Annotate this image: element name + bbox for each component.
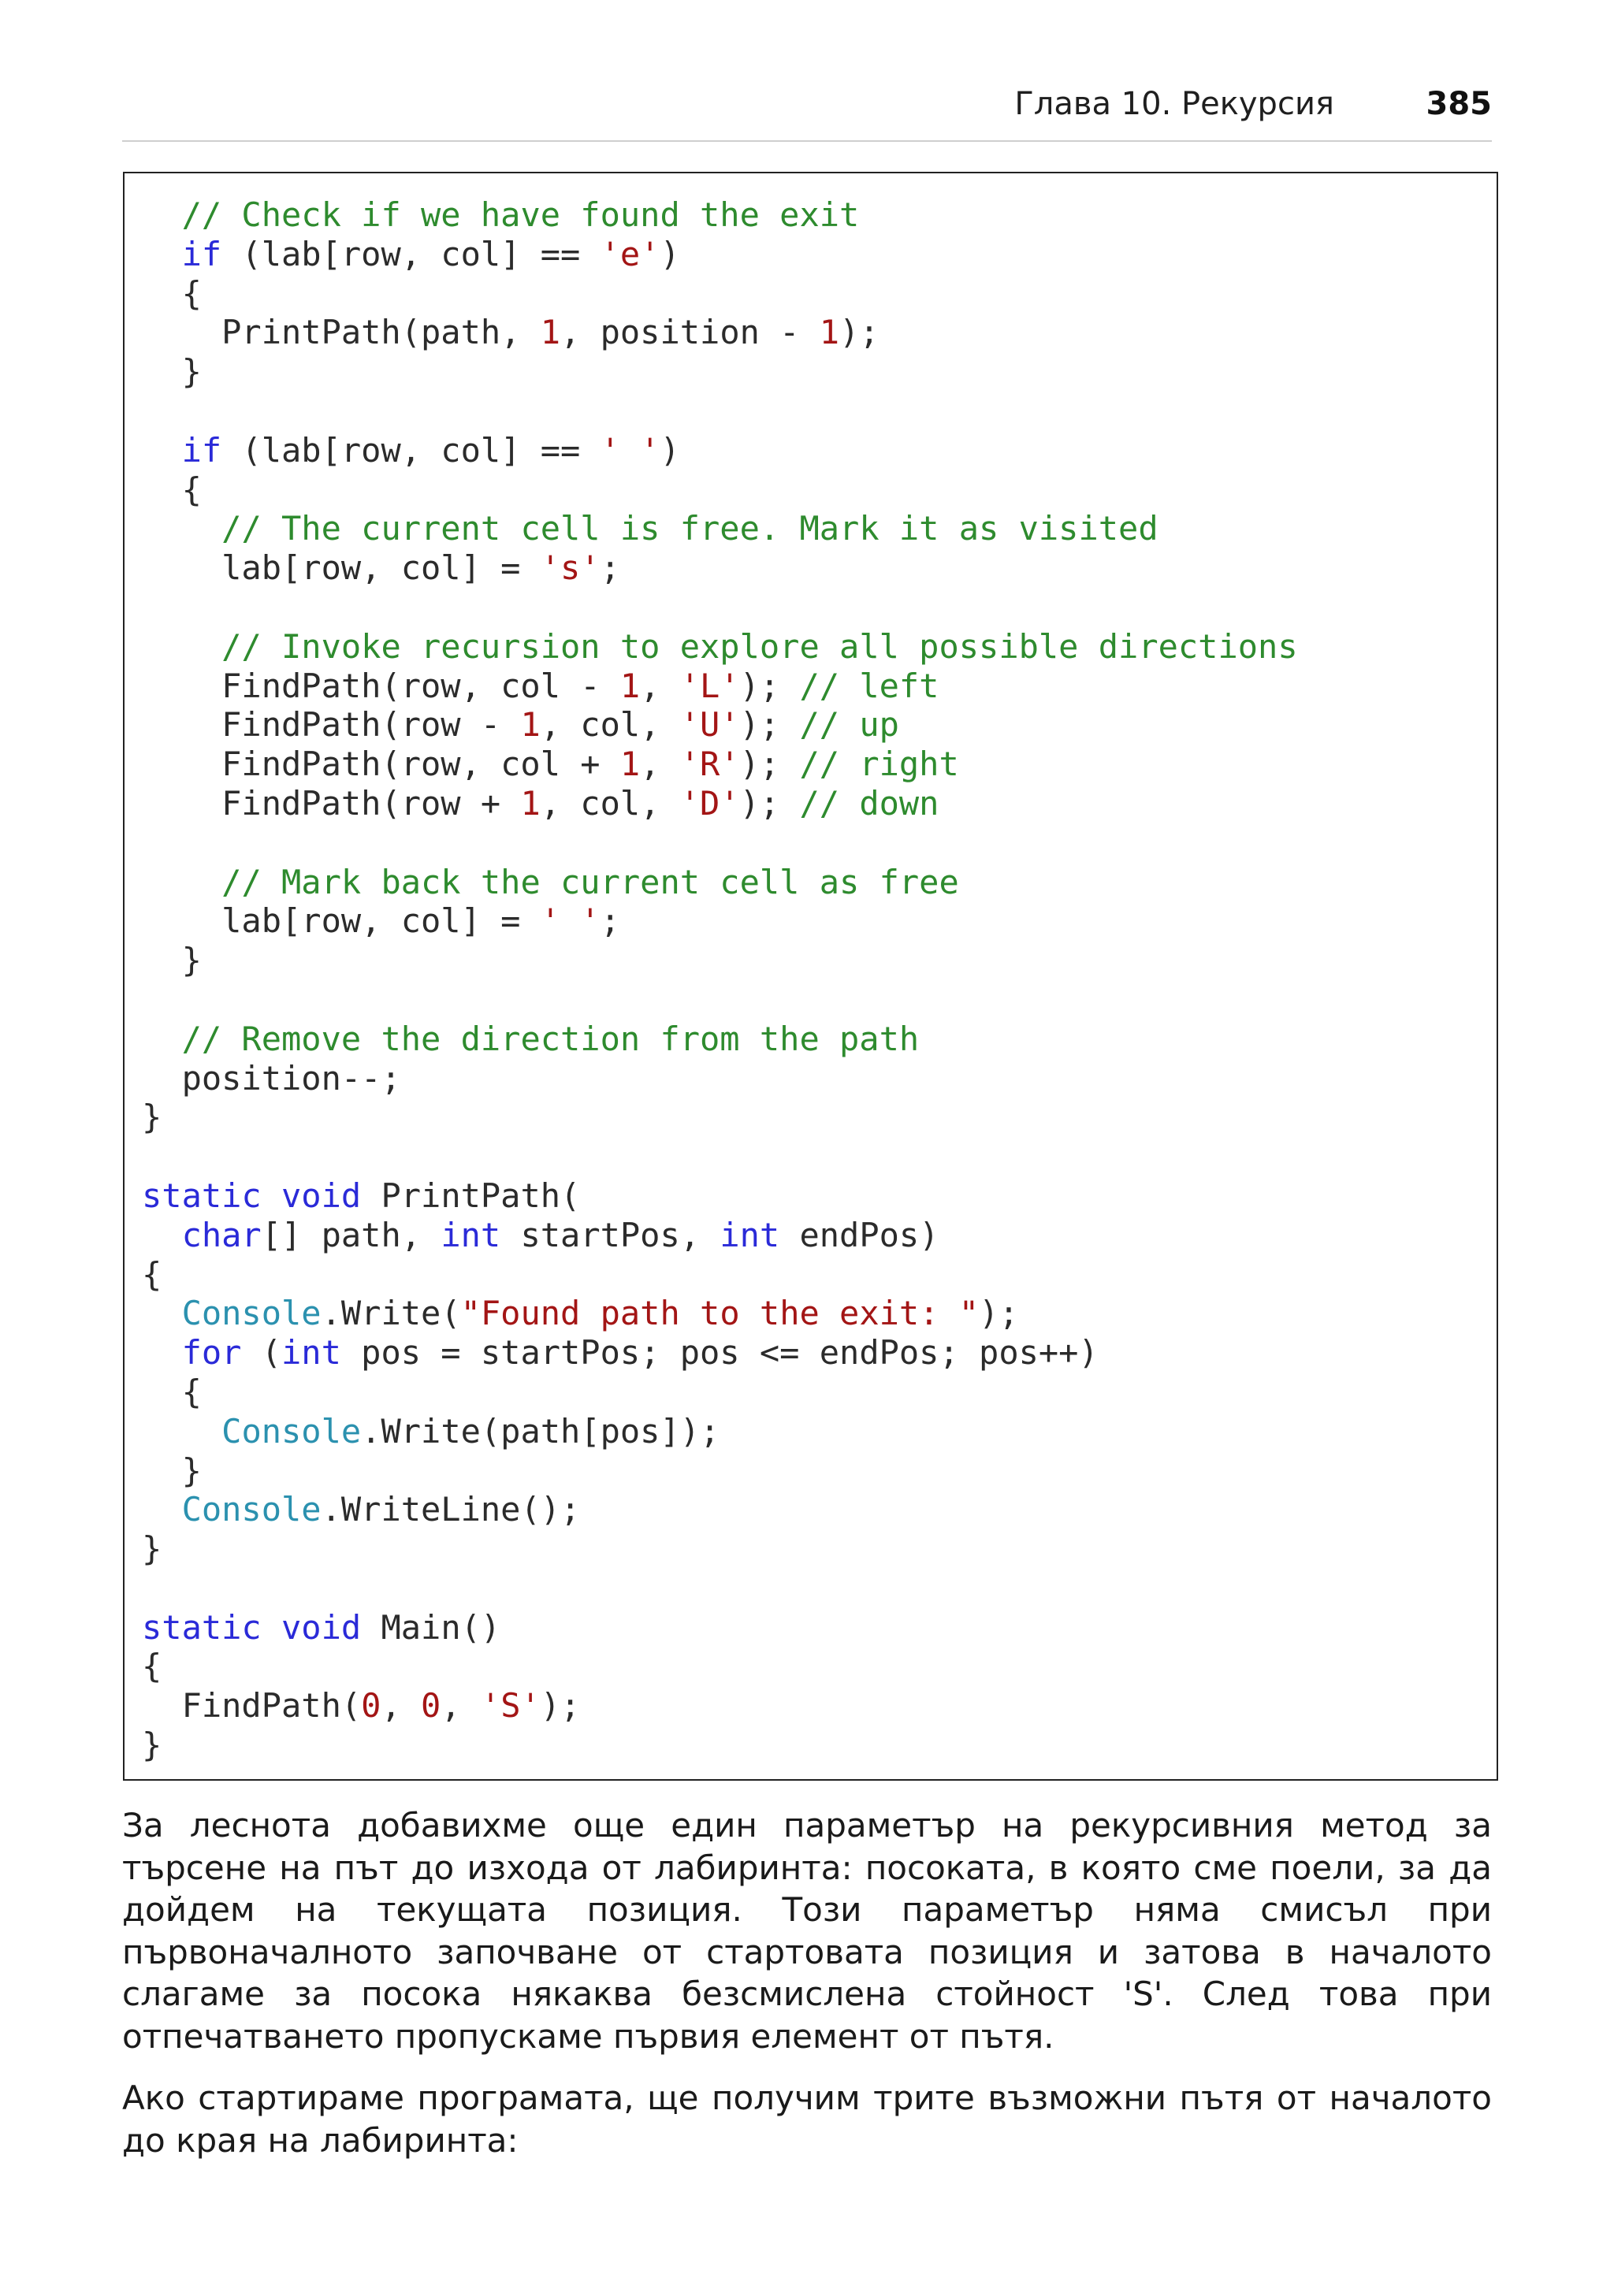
code-line — [142, 1137, 1298, 1176]
code-line — [142, 1216, 1298, 1255]
code-line — [142, 235, 1298, 274]
code-keyword: void — [281, 1607, 362, 1647]
chapter-title: Глава 10. Рекурсия — [1014, 86, 1334, 122]
code-line — [142, 1373, 1298, 1412]
code-line — [142, 313, 1298, 352]
code-string-literal: 'R' — [679, 745, 740, 784]
code-text: ); — [739, 745, 800, 784]
code-text — [142, 431, 182, 470]
code-text: .WriteLine(); — [321, 1490, 581, 1529]
code-text: lab[row, col] = — [142, 901, 541, 941]
code-line — [142, 1608, 1298, 1648]
code-text — [142, 1412, 221, 1451]
paragraph-explanation: За леснота добавихме още един параметър на рекурсивния метод за търсене на път до изхода от лабиринта: посоката, в която сме поели, за да дойдем на текущата позиция. Този параметър няма смисъл при първоначалното започване от стартовата позиция и затова в началото слагаме за посока някаква безсмислена стойност 'S'. След това при отпечатването пропускаме първия елемент от пътя. — [122, 1806, 1492, 2056]
code-string-literal: 's' — [540, 548, 601, 588]
code-text: ) — [660, 234, 680, 273]
code-line — [142, 1020, 1298, 1059]
code-text: FindPath(row + — [142, 783, 521, 823]
code-comment: // left — [799, 666, 939, 705]
code-string-literal: 'S' — [480, 1686, 541, 1726]
code-lines — [142, 195, 1298, 1765]
code-line — [142, 509, 1298, 548]
code-text: position--; — [142, 1058, 401, 1098]
code-text: .Write( — [321, 1294, 461, 1333]
code-line — [142, 667, 1298, 706]
code-text: ); — [739, 666, 800, 705]
code-text: ); — [839, 313, 880, 352]
code-text — [142, 627, 221, 666]
code-text: { — [142, 1647, 162, 1686]
code-text: { — [142, 273, 202, 313]
code-text: { — [142, 470, 202, 509]
code-text — [142, 863, 221, 901]
code-text: , — [441, 1686, 481, 1726]
code-number-literal: 1 — [540, 313, 561, 352]
code-text: , col, — [540, 783, 680, 823]
code-line — [142, 431, 1298, 470]
code-keyword: char — [181, 1215, 262, 1254]
code-text — [142, 1333, 182, 1372]
code-text: .Write(path[pos]); — [361, 1411, 720, 1451]
code-comment: // right — [799, 745, 959, 784]
code-line — [142, 1176, 1298, 1216]
code-text: [] path, — [261, 1215, 441, 1254]
code-text: } — [142, 352, 202, 392]
code-line — [142, 352, 1298, 392]
code-number-literal: 1 — [619, 745, 641, 784]
code-comment: // Mark back the current cell as free — [221, 862, 959, 901]
code-number-literal: 1 — [819, 313, 840, 352]
running-header — [122, 79, 1492, 142]
code-comment: // up — [799, 705, 899, 745]
code-line — [142, 1294, 1298, 1333]
code-string-literal: ' ' — [600, 430, 660, 470]
code-text: PrintPath(path, — [142, 313, 541, 352]
code-text: FindPath(row - — [142, 705, 521, 745]
code-line — [142, 627, 1298, 667]
code-text: } — [142, 1726, 162, 1765]
code-text: } — [142, 941, 202, 980]
code-text: , — [640, 666, 680, 705]
code-string-literal: 'e' — [600, 234, 660, 273]
code-line — [142, 1098, 1298, 1137]
code-class-name: Console — [221, 1411, 362, 1451]
code-text: Main() — [361, 1607, 501, 1647]
code-text — [142, 509, 221, 548]
code-keyword: void — [281, 1176, 362, 1215]
code-text: PrintPath( — [361, 1176, 581, 1215]
code-text: ); — [739, 783, 800, 823]
code-comment: // Invoke recursion to explore all possible directions — [221, 626, 1298, 666]
code-line — [142, 863, 1298, 902]
code-text: , position - — [560, 313, 820, 352]
code-line — [142, 1333, 1298, 1373]
code-comment: // Check if we have found the exit — [181, 195, 860, 234]
code-keyword: int — [720, 1215, 780, 1254]
code-keyword: static — [142, 1607, 262, 1647]
code-keyword: if — [181, 234, 222, 273]
code-line — [142, 1255, 1298, 1295]
code-keyword: int — [441, 1215, 501, 1254]
code-text: ; — [600, 901, 620, 941]
code-number-literal: 1 — [619, 666, 641, 705]
page-number: 385 — [1426, 86, 1492, 122]
code-text: endPos) — [779, 1215, 939, 1254]
code-line — [142, 392, 1298, 431]
code-line — [142, 548, 1298, 588]
code-text: ) — [660, 430, 680, 470]
code-text — [142, 1490, 182, 1529]
code-text: ( — [241, 1333, 282, 1373]
code-class-name: Console — [181, 1490, 322, 1529]
code-class-name: Console — [181, 1294, 322, 1333]
code-line — [142, 1726, 1298, 1765]
code-text — [142, 195, 182, 234]
code-string-literal: 'U' — [679, 705, 740, 745]
code-text: (lab[row, col] == — [221, 234, 601, 273]
code-text: FindPath(row, col + — [142, 745, 620, 784]
code-listing — [123, 172, 1498, 1781]
code-number-literal: 0 — [421, 1686, 441, 1726]
code-line — [142, 1490, 1298, 1529]
code-string-literal: 'L' — [679, 666, 740, 705]
code-line — [142, 1529, 1298, 1569]
code-text: lab[row, col] = — [142, 548, 541, 588]
code-line — [142, 588, 1298, 627]
code-text: (lab[row, col] == — [221, 430, 601, 470]
code-line — [142, 1059, 1298, 1098]
code-number-literal: 1 — [520, 705, 541, 745]
code-text: ); — [739, 705, 800, 745]
code-text: } — [142, 1098, 162, 1137]
code-comment: // down — [799, 783, 939, 823]
code-text: } — [142, 1451, 202, 1490]
code-text: , col, — [540, 705, 680, 745]
code-text: , — [640, 745, 680, 784]
code-text: ); — [979, 1294, 1019, 1333]
paragraph-run-program: Ако стартираме програмата, ще получим трите възможни пътя от началото до края на лабиринта: — [122, 2079, 1492, 2160]
code-line — [142, 745, 1298, 784]
code-line — [142, 1412, 1298, 1451]
code-text: { — [142, 1254, 162, 1294]
code-text: startPos, — [500, 1215, 720, 1254]
code-line — [142, 470, 1298, 510]
code-comment: // Remove the direction from the path — [181, 1019, 920, 1058]
code-line — [142, 195, 1298, 235]
code-line — [142, 980, 1298, 1020]
code-line — [142, 784, 1298, 823]
code-text: FindPath( — [142, 1686, 362, 1726]
code-text — [262, 1608, 281, 1647]
code-line — [142, 1451, 1298, 1491]
code-text: pos = startPos; pos <= endPos; pos++) — [340, 1333, 1099, 1373]
code-text: ; — [600, 548, 620, 588]
code-text: } — [142, 1529, 162, 1569]
code-keyword: static — [142, 1176, 262, 1215]
code-text: { — [142, 1372, 202, 1411]
code-text: FindPath(row, col - — [142, 666, 620, 705]
code-text — [142, 1216, 182, 1254]
code-text: , — [381, 1686, 422, 1726]
code-text — [142, 235, 182, 273]
code-keyword: if — [181, 430, 222, 470]
code-number-literal: 0 — [361, 1686, 381, 1726]
code-line — [142, 274, 1298, 314]
code-line — [142, 823, 1298, 863]
code-number-literal: 1 — [520, 783, 541, 823]
code-text — [262, 1176, 281, 1215]
code-line — [142, 1647, 1298, 1686]
code-string-literal: ' ' — [540, 901, 601, 941]
code-line — [142, 901, 1298, 941]
code-text — [142, 1020, 182, 1058]
code-keyword: int — [281, 1333, 341, 1373]
code-comment: // The current cell is free. Mark it as visited — [221, 509, 1158, 548]
code-line — [142, 941, 1298, 980]
code-line — [142, 705, 1298, 745]
code-text: ); — [540, 1686, 581, 1726]
code-string-literal: "Found path to the exit: " — [460, 1294, 980, 1333]
code-line — [142, 1569, 1298, 1608]
code-string-literal: 'D' — [679, 783, 740, 823]
code-keyword: for — [181, 1333, 242, 1373]
code-text — [142, 1294, 182, 1332]
code-line — [142, 1686, 1298, 1726]
